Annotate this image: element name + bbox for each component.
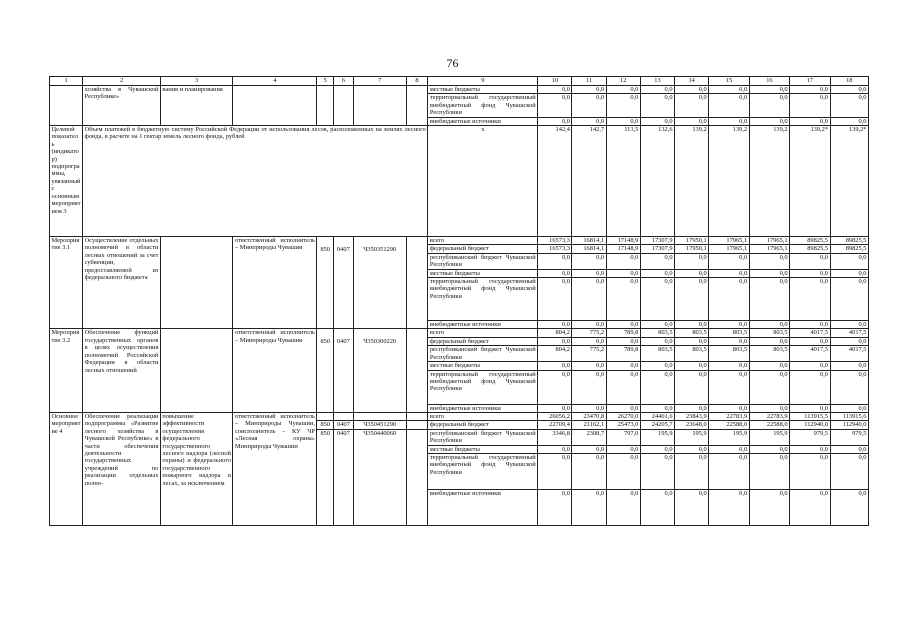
- value-cell: 17965,1: [709, 245, 749, 253]
- value-cell: 24205,7: [640, 421, 674, 429]
- value-cell: 195,9: [749, 429, 789, 445]
- funding-source: республиканский бюджет Чувашской Республики: [429, 429, 536, 445]
- value-cell: 0,0: [749, 278, 789, 321]
- value-cell: 26270,0: [606, 412, 640, 420]
- value-cell: 0,0: [709, 117, 749, 125]
- value-cell: 0,0: [675, 404, 709, 412]
- value-cell: 23843,9: [675, 412, 709, 420]
- value-cell: 0,0: [640, 94, 674, 117]
- section-code: 0407: [334, 329, 354, 412]
- value-cell: 0,0: [749, 489, 789, 525]
- value-cell: 4017,5: [790, 329, 830, 337]
- value-cell: 0,0: [572, 362, 606, 370]
- value-cell: 17950,1: [675, 237, 709, 245]
- funding-source: республиканский бюджет Чувашской Республики: [429, 253, 536, 269]
- value-cell: 0,0: [790, 117, 830, 125]
- value-cell: 979,5: [830, 429, 868, 445]
- value-cell: 0,0: [538, 337, 572, 345]
- value-cell: 0,0: [830, 445, 868, 453]
- funding-source: всего: [428, 329, 538, 337]
- value-cell: 0,0: [830, 269, 868, 277]
- event-label: Мероприятие 3.1: [50, 237, 83, 329]
- value-cell: 0,0: [675, 370, 709, 404]
- value-cell: 89825,5: [790, 237, 830, 245]
- column-number: 9: [428, 77, 538, 86]
- value-cell: 0,0: [572, 269, 606, 277]
- column-number: 17: [790, 77, 830, 86]
- indicator-value: 142,7: [572, 126, 606, 237]
- value-cell: 16573,3: [538, 237, 572, 245]
- value-cell: 0,0: [538, 404, 572, 412]
- target-article-code: Ч350351290: [353, 237, 406, 329]
- value-cell: 0,0: [606, 269, 640, 277]
- value-cell: 0,0: [830, 337, 868, 345]
- value-cell: 17148,9: [606, 245, 640, 253]
- value-cell: 0,0: [675, 337, 709, 345]
- column-number: 5: [317, 77, 334, 86]
- column-number: 8: [406, 77, 428, 86]
- value-cell: 0,0: [830, 404, 868, 412]
- value-cell: 0,0: [606, 453, 640, 489]
- value-cell: 113915,5: [790, 412, 830, 420]
- value-cell: 17307,9: [640, 245, 674, 253]
- value-cell: 0,0: [749, 94, 789, 117]
- value-cell: 0,0: [538, 489, 572, 525]
- value-cell: 0,0: [606, 370, 640, 404]
- value-cell: 26056,2: [538, 412, 572, 420]
- value-cell: 17307,9: [640, 237, 674, 245]
- column-number: 10: [538, 77, 572, 86]
- value-cell: 789,8: [606, 346, 640, 362]
- value-cell: 0,0: [606, 278, 640, 321]
- value-cell: 22709,4: [538, 421, 572, 429]
- value-cell: 0,0: [675, 269, 709, 277]
- value-cell: 0,0: [572, 370, 606, 404]
- value-cell: 195,9: [709, 429, 749, 445]
- cell-empty: [317, 86, 334, 126]
- value-cell: 23470,8: [572, 412, 606, 420]
- target-article-code: Ч350440060: [353, 429, 406, 525]
- funding-source: местные бюджеты: [428, 362, 538, 370]
- event-label: Основное мероприятие 4: [50, 412, 83, 525]
- indicator-value: 139,2: [709, 126, 749, 237]
- value-cell: 0,0: [606, 117, 640, 125]
- value-cell: 0,0: [790, 337, 830, 345]
- value-cell: 0,0: [830, 362, 868, 370]
- value-cell: 0,0: [749, 86, 789, 94]
- value-cell: 0,0: [640, 337, 674, 345]
- value-cell: 0,0: [830, 370, 868, 404]
- value-cell: 0,0: [790, 94, 830, 117]
- value-cell: 803,5: [749, 329, 789, 337]
- value-cell: 23648,0: [675, 421, 709, 429]
- continued-event-goal: вания и планирования: [160, 86, 233, 126]
- grbs-code: 850: [317, 429, 334, 525]
- target-article-code: Ч350451290: [353, 421, 406, 429]
- value-cell: 0,0: [790, 86, 830, 94]
- value-cell: 0,0: [830, 86, 868, 94]
- indicator-value: 139,2*: [830, 126, 868, 237]
- value-cell: 0,0: [606, 404, 640, 412]
- value-cell: 0,0: [830, 278, 868, 321]
- column-number: 15: [709, 77, 749, 86]
- table-row: [50, 86, 869, 94]
- value-cell: 0,0: [790, 269, 830, 277]
- value-cell: 89825,5: [790, 245, 830, 253]
- value-cell: 22588,0: [709, 421, 749, 429]
- event-executor: ответственный исполнитель – Минприроды Чувашии, соисполнитель – КУ ЧР «Лесная охрана» Минприроды Чувашии: [233, 412, 317, 525]
- value-cell: 0,0: [790, 370, 830, 404]
- funding-source: всего: [428, 412, 538, 420]
- cell-empty: [50, 86, 83, 126]
- column-number: 18: [830, 77, 868, 86]
- value-cell: 0,0: [709, 489, 749, 525]
- value-cell: 0,0: [675, 362, 709, 370]
- value-cell: 0,0: [640, 86, 674, 94]
- event-name: Обеспечение функций государственных органов в целях осуществления полномочий Российской Федерации в области лесных отношений: [83, 329, 161, 412]
- value-cell: 0,0: [538, 86, 572, 94]
- cell-empty: [334, 412, 354, 420]
- value-cell: 0,0: [675, 117, 709, 125]
- value-cell: 89825,5: [830, 237, 868, 245]
- column-number: 6: [334, 77, 354, 86]
- value-cell: 195,9: [640, 429, 674, 445]
- indicator-value: 139,2*: [790, 126, 830, 237]
- value-cell: 0,0: [538, 362, 572, 370]
- value-cell: 0,0: [640, 253, 674, 269]
- value-cell: 3346,8: [538, 429, 572, 445]
- value-cell: 0,0: [749, 445, 789, 453]
- indicator-value: 132,6: [640, 126, 674, 237]
- value-cell: 25473,0: [606, 421, 640, 429]
- cell-empty: [334, 86, 354, 126]
- value-cell: 4017,5: [830, 329, 868, 337]
- value-cell: 797,0: [606, 429, 640, 445]
- section-code: 0407: [334, 237, 354, 329]
- cell-empty: [160, 237, 233, 329]
- value-cell: 0,0: [640, 362, 674, 370]
- column-number-row: [50, 77, 869, 86]
- value-cell: 112940,0: [790, 421, 830, 429]
- value-cell: 4017,5: [790, 346, 830, 362]
- value-cell: 17965,1: [749, 237, 789, 245]
- value-cell: 0,0: [572, 94, 606, 117]
- value-cell: 0,0: [790, 362, 830, 370]
- value-cell: 113915,6: [830, 412, 868, 420]
- value-cell: 0,0: [749, 337, 789, 345]
- value-cell: 17148,9: [606, 237, 640, 245]
- value-cell: 0,0: [709, 337, 749, 345]
- column-number: 4: [233, 77, 317, 86]
- funding-source: всего: [428, 237, 538, 245]
- column-number: 13: [640, 77, 674, 86]
- grbs-code: 850: [317, 237, 334, 329]
- value-cell: 0,0: [538, 445, 572, 453]
- value-cell: 0,0: [606, 86, 640, 94]
- value-cell: 22588,0: [749, 421, 789, 429]
- value-cell: 0,0: [572, 489, 606, 525]
- cell-empty: [406, 429, 428, 525]
- value-cell: 0,0: [749, 253, 789, 269]
- funding-source: территориальный государственный внебюджетный фонд Чувашской Республики: [428, 278, 538, 321]
- value-cell: 17950,1: [675, 245, 709, 253]
- indicator-value: 139,2: [749, 126, 789, 237]
- value-cell: 0,0: [675, 94, 709, 117]
- table-row: [50, 329, 869, 337]
- value-cell: 803,5: [675, 346, 709, 362]
- value-cell: 0,0: [675, 445, 709, 453]
- indicator-value: 142,4: [538, 126, 572, 237]
- value-cell: 0,0: [749, 321, 789, 329]
- value-cell: 0,0: [606, 489, 640, 525]
- value-cell: 803,5: [709, 329, 749, 337]
- funding-source: внебюджетные источники: [428, 117, 538, 125]
- cell-empty: [353, 86, 406, 126]
- value-cell: 0,0: [790, 489, 830, 525]
- value-cell: 0,0: [790, 253, 830, 269]
- value-cell: 2308,7: [572, 429, 606, 445]
- indicator-row: [50, 126, 869, 237]
- value-cell: 0,0: [830, 453, 868, 489]
- grbs-code: 850: [317, 329, 334, 412]
- value-cell: 0,0: [538, 278, 572, 321]
- value-cell: 803,5: [709, 346, 749, 362]
- value-cell: 89825,5: [830, 245, 868, 253]
- value-cell: 804,2: [538, 346, 572, 362]
- value-cell: 0,0: [790, 278, 830, 321]
- value-cell: 0,0: [572, 453, 606, 489]
- value-cell: 803,5: [749, 346, 789, 362]
- funding-source: федеральный бюджет: [428, 245, 538, 253]
- value-cell: 0,0: [709, 94, 749, 117]
- funding-source: местные бюджеты: [428, 86, 538, 94]
- cell-empty: [406, 86, 428, 126]
- value-cell: 0,0: [572, 337, 606, 345]
- value-cell: 4017,5: [830, 346, 868, 362]
- value-cell: 22783,9: [749, 412, 789, 420]
- value-cell: 0,0: [640, 489, 674, 525]
- value-cell: 0,0: [749, 453, 789, 489]
- event-executor: ответственный исполнитель – Минприроды Чувашии: [233, 329, 317, 412]
- value-cell: 0,0: [675, 253, 709, 269]
- value-cell: 0,0: [749, 117, 789, 125]
- value-cell: 0,0: [709, 453, 749, 489]
- indicator-value: 139,2: [675, 126, 709, 237]
- value-cell: 0,0: [675, 86, 709, 94]
- value-cell: 0,0: [640, 278, 674, 321]
- value-cell: 0,0: [709, 321, 749, 329]
- value-cell: 16573,3: [538, 245, 572, 253]
- funding-source: внебюджетные источники: [428, 489, 538, 525]
- value-cell: 0,0: [640, 269, 674, 277]
- funding-source: местные бюджеты: [428, 445, 538, 453]
- page-number: 76: [446, 56, 459, 70]
- column-number: 14: [675, 77, 709, 86]
- value-cell: 0,0: [709, 269, 749, 277]
- event-goal: повышение эффективности осуществления федерального государственного лесного надзора (лесной охраны) и федерального государственного пожарного надзора в лесах, за исключением: [160, 412, 233, 525]
- value-cell: 0,0: [572, 117, 606, 125]
- value-cell: 803,5: [675, 329, 709, 337]
- funding-source: республиканский бюджет Чувашской Республики: [429, 346, 536, 361]
- value-cell: 804,2: [538, 329, 572, 337]
- table-row: [50, 412, 869, 420]
- value-cell: 0,0: [790, 453, 830, 489]
- value-cell: 0,0: [640, 370, 674, 404]
- grbs-code: 850: [317, 421, 334, 429]
- value-cell: 0,0: [538, 321, 572, 329]
- cell-empty: [406, 412, 428, 420]
- value-cell: 0,0: [709, 253, 749, 269]
- indicator-mark: х: [428, 126, 538, 237]
- cell-empty: [160, 329, 233, 412]
- value-cell: 0,0: [709, 86, 749, 94]
- value-cell: 0,0: [790, 445, 830, 453]
- value-cell: 0,0: [709, 278, 749, 321]
- value-cell: 0,0: [572, 321, 606, 329]
- cell-empty: [406, 237, 428, 329]
- value-cell: 0,0: [675, 278, 709, 321]
- value-cell: 0,0: [830, 117, 868, 125]
- value-cell: 0,0: [606, 337, 640, 345]
- value-cell: 0,0: [749, 269, 789, 277]
- column-number: 1: [50, 77, 83, 86]
- value-cell: 0,0: [606, 362, 640, 370]
- funding-source: территориальный государственный внебюджетный фонд Чувашской Республики: [428, 453, 538, 489]
- value-cell: 0,0: [749, 404, 789, 412]
- value-cell: 0,0: [572, 253, 606, 269]
- value-cell: 0,0: [709, 362, 749, 370]
- table-row: [50, 237, 869, 245]
- value-cell: 0,0: [538, 269, 572, 277]
- value-cell: 803,5: [640, 329, 674, 337]
- value-cell: 0,0: [709, 404, 749, 412]
- column-number: 7: [353, 77, 406, 86]
- value-cell: 24401,6: [640, 412, 674, 420]
- value-cell: 0,0: [749, 362, 789, 370]
- value-cell: 17965,1: [749, 245, 789, 253]
- budget-table: [49, 76, 869, 526]
- value-cell: 0,0: [572, 404, 606, 412]
- event-name: Обеспечение реализации подпрограммы «Развитие лесного хозяйства в Чувашской Республике» в части обеспечения деятельности государственных учреждений по реализации отдельных полно-: [83, 412, 161, 525]
- column-number: 3: [160, 77, 233, 86]
- value-cell: 22783,9: [709, 412, 749, 420]
- value-cell: 0,0: [675, 321, 709, 329]
- funding-source: федеральный бюджет: [428, 337, 538, 345]
- value-cell: 17965,1: [709, 237, 749, 245]
- indicator-value: 113,5: [606, 126, 640, 237]
- value-cell: 0,0: [675, 453, 709, 489]
- value-cell: 0,0: [606, 253, 640, 269]
- value-cell: 0,0: [572, 278, 606, 321]
- value-cell: 775,2: [572, 329, 606, 337]
- value-cell: 0,0: [830, 321, 868, 329]
- value-cell: 16814,1: [572, 245, 606, 253]
- indicator-description: Объем платежей в бюджетную систему Российской Федерации от использования лесов, расположенных на землях лесного фонда, в расчете на 1 гектар земель лесного фонда, рублей: [83, 126, 428, 237]
- value-cell: 0,0: [538, 117, 572, 125]
- value-cell: 775,2: [572, 346, 606, 362]
- value-cell: 803,5: [640, 346, 674, 362]
- value-cell: 0,0: [830, 94, 868, 117]
- column-number: 11: [572, 77, 606, 86]
- cell-empty: [353, 412, 406, 420]
- value-cell: 0,0: [640, 445, 674, 453]
- funding-source: местные бюджеты: [428, 269, 538, 277]
- cell-empty: [406, 421, 428, 429]
- value-cell: 0,0: [709, 370, 749, 404]
- value-cell: 789,8: [606, 329, 640, 337]
- value-cell: 0,0: [830, 489, 868, 525]
- value-cell: 0,0: [749, 370, 789, 404]
- value-cell: 21162,1: [572, 421, 606, 429]
- funding-source: внебюджетные источники: [428, 404, 538, 412]
- indicator-label: Целевой показатель (индикатор) подпрограммы, увязанный с основным мероприятием 3: [50, 126, 83, 237]
- event-name: Осуществление отдельных полномочий в области лесных отношений за счет субвенции, предоставляемой из федерального бюджета: [83, 237, 161, 329]
- value-cell: 0,0: [640, 117, 674, 125]
- value-cell: 0,0: [572, 86, 606, 94]
- event-executor: ответственный исполнитель – Минприроды Чувашии: [233, 237, 317, 329]
- value-cell: 0,0: [830, 253, 868, 269]
- value-cell: 112940,0: [830, 421, 868, 429]
- funding-source: территориальный государственный внебюджетный фонд Чувашской Республики: [429, 94, 536, 117]
- value-cell: 0,0: [606, 445, 640, 453]
- continued-event-name: хозяйства в Чувашской Республике»: [83, 86, 161, 126]
- value-cell: 0,0: [538, 453, 572, 489]
- value-cell: 0,0: [538, 370, 572, 404]
- value-cell: 0,0: [640, 404, 674, 412]
- cell-empty: [406, 329, 428, 412]
- cell-empty: [233, 86, 317, 126]
- section-code: 0407: [334, 421, 354, 429]
- value-cell: 979,5: [790, 429, 830, 445]
- column-number: 16: [749, 77, 789, 86]
- value-cell: 0,0: [675, 489, 709, 525]
- column-number: 12: [606, 77, 640, 86]
- value-cell: 0,0: [606, 94, 640, 117]
- cell-empty: [317, 412, 334, 420]
- value-cell: 0,0: [640, 453, 674, 489]
- value-cell: 195,9: [675, 429, 709, 445]
- value-cell: 0,0: [790, 404, 830, 412]
- value-cell: 0,0: [640, 321, 674, 329]
- event-label: Мероприятие 3.2: [50, 329, 83, 412]
- value-cell: 0,0: [538, 94, 572, 117]
- funding-source: внебюджетные источники: [428, 321, 538, 329]
- column-number: 2: [83, 77, 161, 86]
- value-cell: 0,0: [606, 321, 640, 329]
- funding-source: федеральный бюджет: [428, 421, 538, 429]
- value-cell: 0,0: [538, 253, 572, 269]
- funding-source: территориальный государственный внебюджетный фонд Чувашской Республики: [428, 370, 538, 404]
- value-cell: 0,0: [790, 321, 830, 329]
- target-article-code: Ч350300220: [353, 329, 406, 412]
- value-cell: 16814,1: [572, 237, 606, 245]
- value-cell: 0,0: [572, 445, 606, 453]
- section-code: 0407: [334, 429, 354, 525]
- value-cell: 0,0: [709, 445, 749, 453]
